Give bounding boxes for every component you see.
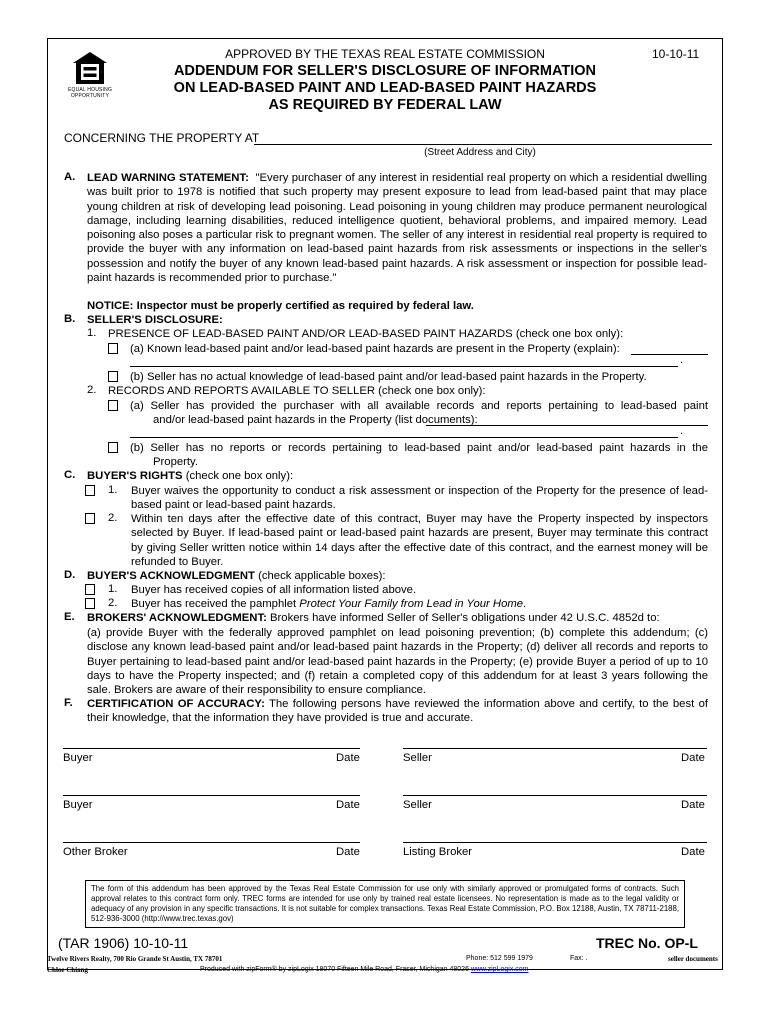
- buyers-ack-sub: (check applicable boxes):: [254, 570, 386, 582]
- c2-text: Within ten days after the effective date of this contract, Buyer may have the Property inspected by inspectors selected by Buyer. If lead-based paint or lead-based paint hazards are present, Buyer may terminate this contract by giving Seller written notice within 14 days after the effective date of this contract, and the earnest money will be refunded to Buyer.: [131, 513, 708, 568]
- equal-housing-logo: [66, 51, 114, 99]
- c1-number: 1.: [108, 484, 118, 496]
- b2b-text-line2: Property.: [153, 456, 198, 468]
- equal-housing-icon: [72, 51, 108, 85]
- buyers-rights-heading: [87, 469, 293, 483]
- b1b-text: (b) Seller has no actual knowledge of lead-based paint and/or lead-based paint hazards in the Property.: [130, 371, 647, 383]
- b1b-checkbox[interactable]: [108, 371, 118, 382]
- buyers-rights-title: BUYER'S RIGHTS: [87, 470, 183, 482]
- b1a-checkbox[interactable]: [108, 343, 118, 354]
- c2-checkbox[interactable]: [85, 513, 95, 524]
- brokers-ack-title: BROKERS' ACKNOWLEDGMENT:: [87, 612, 267, 624]
- title-line-1: ADDENDUM FOR SELLER'S DISCLOSURE OF INFORMATION: [173, 63, 597, 79]
- c1-checkbox[interactable]: [85, 485, 95, 496]
- produced-text: Produced with zipForm® by zipLogix 18070 Fifteen Mile Road, Fraser, Michigan 48026: [200, 966, 471, 973]
- buyer1-signature-line[interactable]: [63, 748, 360, 749]
- lead-warning-text: "Every purchaser of any interest in residential real property on which a residential dwelling was built prior to 1978 is notified that such property may present exposure to lead from lead-based paint that may place young children at risk of developing lead poisoning. Lead poisoning in young children may produce permanent neurological damage, including learning disabilities, reduced intelligence quotient, behavioral problems, and impaired memory. Lead poisoning also poses a particular risk to pregnant women. The seller of any interest in residential real property is required to provide the buyer with any information on lead-based paint hazards from risk assessments or inspections in the seller's possession and notify the buyer of any known lead-based paint hazards. A risk assessment or inspection for possible lead-paint hazards is recommended prior to purchase.": [87, 172, 708, 285]
- tar-form-number: (TAR 1906) 10-10-11: [58, 935, 189, 951]
- eho-line2: OPPORTUNITY: [70, 93, 110, 99]
- section-f-letter: F.: [64, 697, 73, 709]
- seller2-label: Seller: [403, 799, 432, 811]
- section-d-letter: D.: [64, 569, 76, 581]
- equal-housing-text: [66, 87, 114, 99]
- certification-heading: CERTIFICATION OF ACCURACY:: [87, 698, 265, 710]
- trec-disclaimer: The form of this addendum has been approved by the Texas Real Estate Commission for use only with similarly approved or promulgated forms of contracts. Such approval relates to this contract form only. TREC forms are intended for use only by trained real estate licensees. No representation is made as to the legal validity or adequacy of any provision in any specific transactions. It is not suitable for complex transactions. Texas Real Estate Commission, P.O. Box 12188, Austin, TX 78711-2188, 512-936-3000 (http://www.trec.texas.gov): [85, 880, 685, 928]
- d2-text-post: .: [523, 598, 527, 610]
- brokers-ack-lead: Brokers have informed Seller of Seller's obligations under 42 U.S.C. 4852d to:: [266, 612, 660, 624]
- buyers-ack-title: BUYER'S ACKNOWLEDGMENT: [87, 570, 255, 582]
- b2a-documents-field[interactable]: [426, 412, 708, 426]
- seller1-label: Seller: [403, 752, 432, 764]
- b2a-documents-field-2[interactable]: [130, 426, 678, 438]
- eho-line1: EQUAL HOUSING: [67, 87, 113, 93]
- b2b-text-line1: (b) Seller has no reports or records pertaining to lead-based paint and/or lead-based paint hazards in the: [130, 442, 708, 454]
- listing-broker-date-label: Date: [681, 846, 705, 858]
- b1a-explain-field[interactable]: [631, 341, 708, 355]
- b1a-period: .: [680, 354, 684, 366]
- d1-checkbox[interactable]: [85, 584, 95, 595]
- buyers-rights-sub: (check one box only):: [182, 470, 294, 482]
- brokers-ack-text: (a) provide Buyer with the federally approved pamphlet on lead poisoning prevention; (b) complete this addendum; (c) disclose any known lead-based paint and/or lead-based paint hazards in the Property; (d) deliver all records and reports to Buyer pertaining to lead-based paint and/or lead-based paint hazards in the Property; (e) provide Buyer a period of up to 10 days to have the Property inspected; and (f) retain a completed copy of this addendum for at least 3 years following the sale. Brokers are aware of their responsibility to ensure compliance.: [87, 627, 708, 697]
- buyer1-label: Buyer: [63, 752, 93, 764]
- seller1-date-label: Date: [681, 752, 705, 764]
- form-date: 10-10-11: [652, 47, 700, 61]
- document-name: seller documents: [668, 955, 718, 963]
- certification-text: [87, 697, 708, 726]
- b2-text: RECORDS AND REPORTS AVAILABLE TO SELLER (check one box only):: [108, 385, 486, 397]
- approved-by: APPROVED BY THE TEXAS REAL ESTATE COMMISSION: [225, 47, 545, 61]
- b2b-checkbox[interactable]: [108, 442, 118, 453]
- seller1-signature-line[interactable]: [403, 748, 707, 749]
- office-fax: Fax: .: [570, 955, 588, 962]
- trec-form-number: TREC No. OP-L: [596, 935, 698, 951]
- b2a-text-line1: (a) Seller has provided the purchaser with all available records and reports pertaining to lead-based paint: [130, 400, 708, 412]
- buyer2-signature-line[interactable]: [63, 795, 360, 796]
- title-line-2: ON LEAD-BASED PAINT AND LEAD-BASED PAINT HAZARDS: [173, 80, 597, 96]
- property-address-field[interactable]: [254, 131, 712, 145]
- other-broker-date-label: Date: [336, 846, 360, 858]
- c2-number: 2.: [108, 512, 118, 524]
- d2-checkbox[interactable]: [85, 598, 95, 609]
- lead-warning-heading: LEAD WARNING STATEMENT:: [87, 172, 249, 184]
- b1a-explain-field-2[interactable]: [130, 355, 678, 367]
- property-label: CONCERNING THE PROPERTY AT: [64, 131, 260, 145]
- buyers-ack-heading: [87, 569, 386, 583]
- b2a-period: .: [680, 425, 684, 437]
- b2-number: 2.: [87, 384, 97, 396]
- d1-text: Buyer has received copies of all information listed above.: [131, 584, 417, 596]
- seller2-date-label: Date: [681, 799, 705, 811]
- section-b-letter: B.: [64, 313, 76, 325]
- d2-text: [131, 597, 526, 611]
- ziplogix-link[interactable]: www.zipLogix.com: [470, 966, 529, 973]
- listing-broker-label: Listing Broker: [403, 846, 473, 858]
- buyer2-label: Buyer: [63, 799, 93, 811]
- brokers-ack-heading: [87, 611, 660, 625]
- section-c-letter: C.: [64, 469, 76, 481]
- section-a-letter: A.: [64, 171, 76, 183]
- seller2-signature-line[interactable]: [403, 795, 707, 796]
- section-e-letter: E.: [64, 611, 75, 623]
- d1-number: 1.: [108, 583, 118, 595]
- d2-text-pre: Buyer has received the pamphlet: [131, 598, 300, 610]
- sellers-disclosure-heading: SELLER'S DISCLOSURE:: [87, 314, 223, 326]
- form-title: [140, 63, 630, 114]
- office-phone: Phone: 512 599 1979: [466, 955, 533, 962]
- produced-with: [200, 966, 528, 973]
- title-line-3: AS REQUIRED BY FEDERAL LAW: [268, 97, 502, 113]
- buyer1-date-label: Date: [336, 752, 360, 764]
- certification-body: The following persons have reviewed the information above and certify, to the best of their knowledge, that the information they have provided is true and accurate.: [87, 698, 708, 725]
- c1-text: Buyer waives the opportunity to conduct a risk assessment or inspection of the Property for the presence of lead-based paint or lead-based paint hazards.: [131, 485, 708, 512]
- agent-name: Chloe Chiang: [47, 966, 89, 974]
- b2a-checkbox[interactable]: [108, 400, 118, 411]
- b1a-text: (a) Known lead-based paint and/or lead-based paint hazards are present in the Property (explain):: [130, 343, 620, 355]
- d2-number: 2.: [108, 597, 118, 609]
- b2a-text-line2: and/or lead-based paint hazards in the Property (list documents):: [153, 414, 478, 426]
- d2-pamphlet-title: Protect Your Family from Lead in Your Home: [299, 598, 524, 610]
- property-caption: (Street Address and City): [424, 147, 536, 158]
- lead-warning-statement: [87, 171, 707, 285]
- inspector-notice: NOTICE: Inspector must be properly certified as required by federal law.: [87, 300, 474, 312]
- other-broker-signature-line[interactable]: [63, 842, 360, 843]
- buyer2-date-label: Date: [336, 799, 360, 811]
- b1-number: 1.: [87, 327, 97, 339]
- office-address: Twelve Rivers Realty, 700 Rio Grande St Austin, TX 78701: [47, 955, 223, 963]
- other-broker-label: Other Broker: [63, 846, 128, 858]
- listing-broker-signature-line[interactable]: [403, 842, 707, 843]
- b1-text: PRESENCE OF LEAD-BASED PAINT AND/OR LEAD-BASED PAINT HAZARDS (check one box only):: [108, 328, 624, 340]
